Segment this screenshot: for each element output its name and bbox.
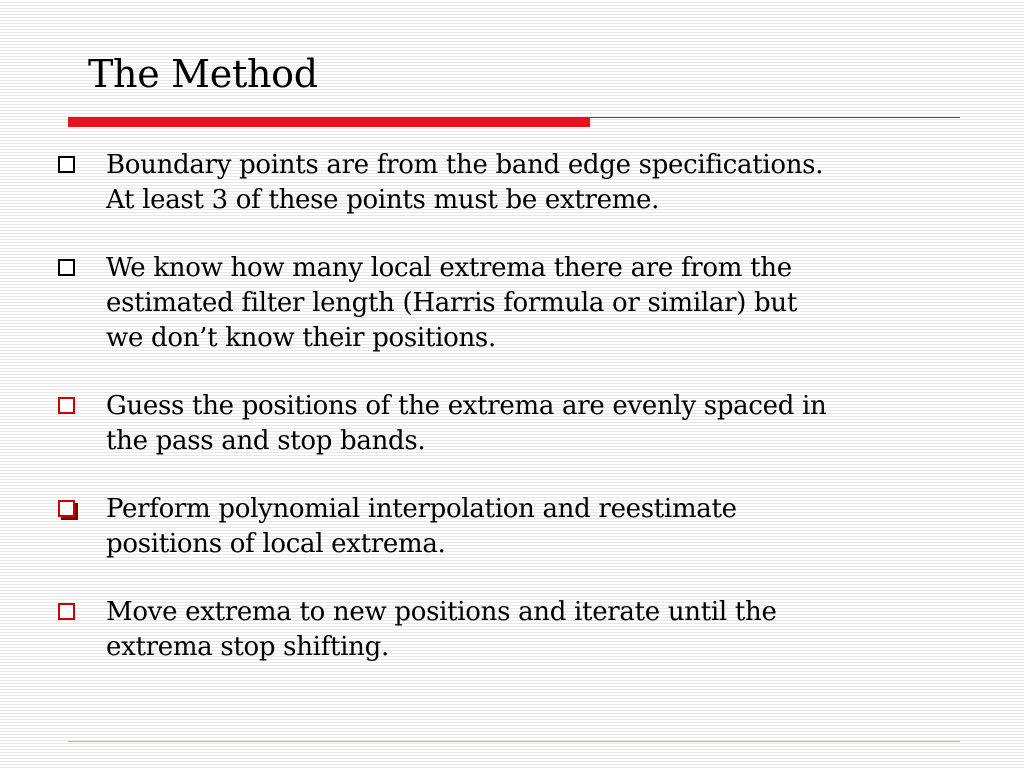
bullet-text: Guess the positions of the extrema are evenly spaced in the pass and stop bands. <box>106 391 827 456</box>
hollow-square-icon <box>58 603 75 620</box>
shadowed-square-icon <box>58 500 75 517</box>
bullet-list <box>56 148 936 698</box>
title-underline-thick <box>68 117 590 127</box>
bullet-text: We know how many local extrema there are from the estimated filter length (Harris formula or similar) but we don’t know their positions. <box>106 253 797 353</box>
hollow-square-icon <box>58 156 75 173</box>
list-item <box>56 251 936 356</box>
bullet-text: Move extrema to new positions and iterate until the extrema stop shifting. <box>106 597 777 662</box>
page-title: The Method <box>88 52 318 96</box>
title-underline-thin <box>590 117 960 118</box>
list-item <box>56 389 936 459</box>
list-item <box>56 148 936 218</box>
footer-rule <box>68 741 960 742</box>
bullet-text: Perform polynomial interpolation and reestimate positions of local extrema. <box>106 494 737 559</box>
list-item <box>56 492 936 562</box>
list-item <box>56 595 936 665</box>
bullet-text: Boundary points are from the band edge specifications. At least 3 of these points must be extreme. <box>106 150 824 215</box>
hollow-square-icon <box>58 397 75 414</box>
hollow-square-icon <box>58 259 75 276</box>
